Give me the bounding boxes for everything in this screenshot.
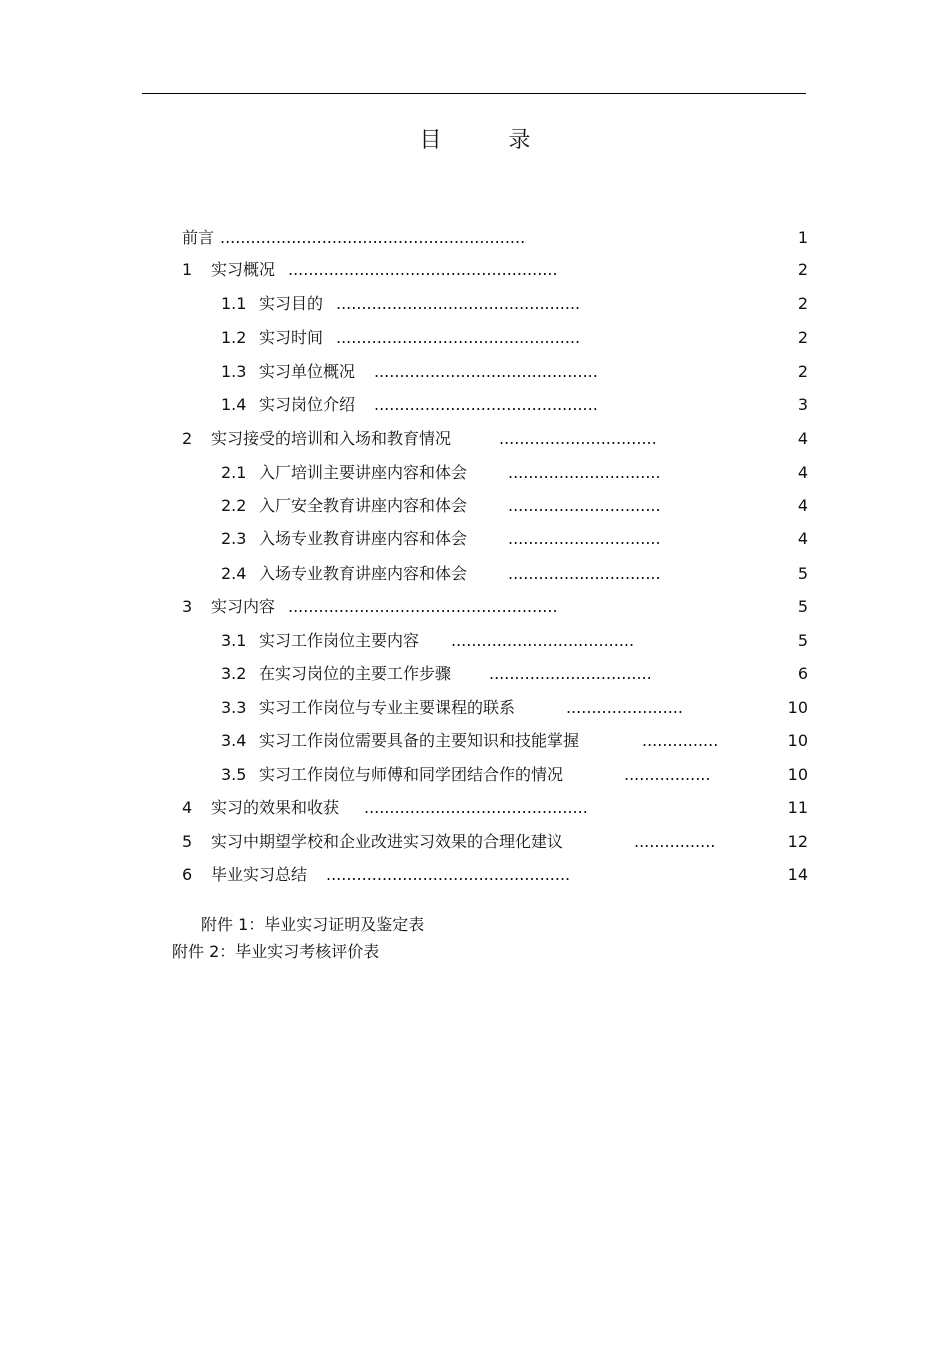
toc-page-number: 4: [797, 463, 808, 482]
toc-entry-3[interactable]: [0, 595, 950, 619]
toc-entry-2-4[interactable]: [0, 562, 950, 586]
toc-entry-text: 实习岗位介绍: [259, 395, 356, 414]
toc-page-number: 5: [797, 564, 808, 583]
toc-entry-text: 在实习岗位的主要工作步骤: [259, 664, 452, 683]
toc-entry-number: 5: [182, 832, 193, 851]
toc-leader-dots: .......................: [566, 698, 683, 717]
toc-leader-dots: ..............................: [508, 529, 661, 548]
toc-leader-dots: ............................................: [374, 362, 598, 381]
toc-entry-text: 入场专业教育讲座内容和体会: [259, 529, 468, 548]
toc-leader-dots: ..............................: [508, 463, 661, 482]
toc-entry-text: 实习单位概况: [259, 362, 356, 381]
toc-page-number: 12: [787, 832, 808, 851]
toc-entry-1[interactable]: [0, 258, 950, 282]
toc-leader-dots: ................................................: [336, 294, 581, 313]
toc-leader-dots: ................: [634, 832, 716, 851]
toc-entry-number: 2.3: [221, 529, 247, 548]
toc-leader-dots: ................................................: [326, 865, 571, 884]
toc-entry-number: 3: [182, 597, 193, 616]
toc-page-number: 10: [787, 731, 808, 750]
toc-entry-number: 4: [182, 798, 193, 817]
toc-entry-3-4[interactable]: [0, 729, 950, 753]
toc-entry-number: 1.3: [221, 362, 247, 381]
toc-entry-text: 入厂培训主要讲座内容和体会: [259, 463, 468, 482]
toc-entry-number: 3.1: [221, 631, 247, 650]
toc-leader-dots: ...............................: [499, 429, 657, 448]
appendix-2: 附件 2：毕业实习考核评价表: [172, 942, 380, 961]
toc-entry-3-1[interactable]: [0, 629, 950, 653]
toc-entry-number: 6: [182, 865, 193, 884]
toc-page-number: 2: [797, 328, 808, 347]
toc-leader-dots: ....................................: [451, 631, 635, 650]
toc-entry-number: 2.1: [221, 463, 247, 482]
toc-entry-number: 1.2: [221, 328, 247, 347]
toc-page-number: 5: [797, 631, 808, 650]
toc-leader-dots: ............................................: [374, 395, 598, 414]
toc-entry-text: 毕业实习总结: [211, 865, 308, 884]
toc-entry-text: 实习工作岗位与专业主要课程的联系: [259, 698, 516, 717]
toc-entry-number: 1.4: [221, 395, 247, 414]
toc-page-number: 1: [797, 228, 808, 247]
toc-entry-preface[interactable]: [0, 226, 950, 250]
toc-entry-text: 实习接受的培训和入场和教育情况: [211, 429, 452, 448]
toc-entry-text: 实习内容: [211, 597, 276, 616]
toc-page-number: 2: [797, 294, 808, 313]
toc-entry-text: 实习目的: [259, 294, 324, 313]
toc-entry-3-2[interactable]: [0, 662, 950, 686]
toc-leader-dots: ..............................: [508, 564, 661, 583]
toc-page-number: 4: [797, 429, 808, 448]
toc-entry-text: 实习工作岗位与师傅和同学团结合作的情况: [259, 765, 564, 784]
toc-entry-1-4[interactable]: [0, 393, 950, 417]
toc-entry-2[interactable]: [0, 427, 950, 451]
toc-entry-text: 实习时间: [259, 328, 324, 347]
toc-entry-4[interactable]: [0, 796, 950, 820]
toc-entry-text: 入场专业教育讲座内容和体会: [259, 564, 468, 583]
toc-page-number: 10: [787, 698, 808, 717]
toc-entry-2-2[interactable]: [0, 494, 950, 518]
toc-leader-dots: ................................................: [336, 328, 581, 347]
toc-entry-text: 前言: [182, 228, 215, 247]
toc-entry-text: 实习的效果和收获: [211, 798, 340, 817]
toc-page-number: 2: [797, 260, 808, 279]
toc-entry-number: 3.3: [221, 698, 247, 717]
toc-page-number: 6: [797, 664, 808, 683]
toc-page-number: 4: [797, 529, 808, 548]
toc-entry-number: 1: [182, 260, 193, 279]
toc-page-number: 10: [787, 765, 808, 784]
page-title: 目 录: [419, 128, 561, 153]
toc-leader-dots: .....................................................: [288, 260, 558, 279]
toc-leader-dots: ..............................: [508, 496, 661, 515]
toc-entry-number: 3.2: [221, 664, 247, 683]
toc-entry-number: 2.4: [221, 564, 247, 583]
toc-entry-text: 实习中期望学校和企业改进实习效果的合理化建议: [211, 832, 564, 851]
toc-entry-text: 实习概况: [211, 260, 276, 279]
toc-entry-number: 2.2: [221, 496, 247, 515]
toc-page-number: 5: [797, 597, 808, 616]
appendix-1: 附件 1：毕业实习证明及鉴定表: [201, 915, 425, 934]
toc-entry-2-3[interactable]: [0, 527, 950, 551]
toc-entry-number: 3.5: [221, 765, 247, 784]
toc-entry-number: 2: [182, 429, 193, 448]
toc-leader-dots: ............................................................: [220, 228, 526, 247]
toc-entry-2-1[interactable]: [0, 461, 950, 485]
toc-leader-dots: .....................................................: [288, 597, 558, 616]
toc-entry-text: 实习工作岗位需要具备的主要知识和技能掌握: [259, 731, 580, 750]
toc-leader-dots: ............................................: [364, 798, 588, 817]
toc-page-number: 3: [797, 395, 808, 414]
toc-entry-5[interactable]: [0, 830, 950, 854]
toc-leader-dots: .................: [624, 765, 711, 784]
toc-entry-1-1[interactable]: [0, 292, 950, 316]
toc-entry-number: 3.4: [221, 731, 247, 750]
toc-page-number: 2: [797, 362, 808, 381]
toc-leader-dots: ...............: [642, 731, 719, 750]
toc-entry-1-3[interactable]: [0, 360, 950, 384]
toc-entry-3-5[interactable]: [0, 763, 950, 787]
toc-entry-3-3[interactable]: [0, 696, 950, 720]
toc-entry-1-2[interactable]: [0, 326, 950, 350]
toc-entry-6[interactable]: [0, 863, 950, 887]
toc-leader-dots: ................................: [489, 664, 652, 683]
toc-entry-text: 实习工作岗位主要内容: [259, 631, 420, 650]
toc-entry-number: 1.1: [221, 294, 247, 313]
toc-page-number: 11: [787, 798, 808, 817]
toc-entry-text: 入厂安全教育讲座内容和体会: [259, 496, 468, 515]
toc-page-number: 14: [787, 865, 808, 884]
toc-page-number: 4: [797, 496, 808, 515]
